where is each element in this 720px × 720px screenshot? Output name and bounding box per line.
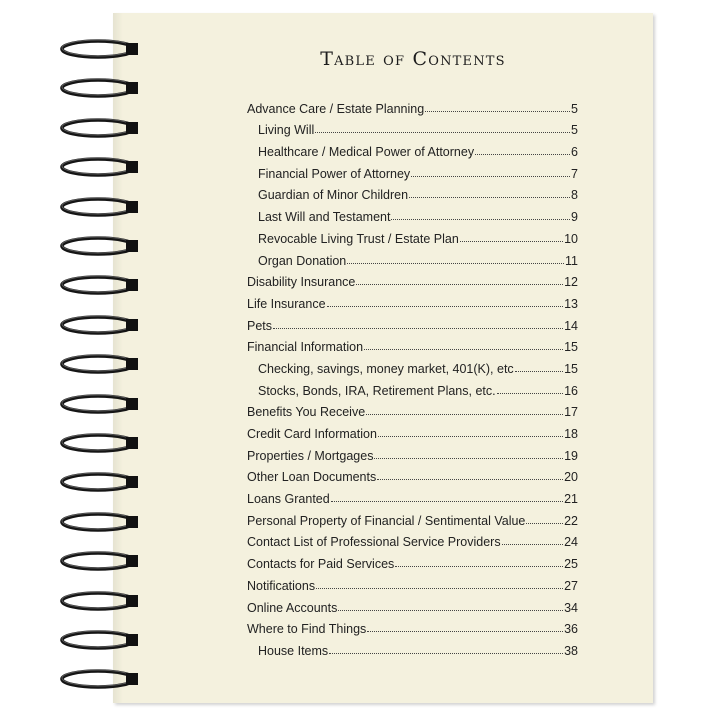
toc-entry (247, 268, 578, 290)
spiral-coil (58, 629, 140, 651)
spiral-coil (58, 471, 140, 493)
toc-entry (247, 246, 578, 268)
toc-entry-label: Healthcare / Medical Power of Attorney (258, 145, 475, 160)
toc-leader-dots (475, 154, 570, 155)
toc-leader-dots (327, 306, 564, 307)
toc-entry-label: Credit Card Information (247, 427, 377, 441)
spiral-coil (58, 38, 140, 60)
toc-entry-label: Financial Information (247, 340, 364, 355)
toc-page-number: 6 (571, 145, 578, 160)
spiral-coil (58, 117, 140, 139)
spiral-coil (58, 550, 140, 572)
toc-leader-dots (395, 566, 563, 567)
toc-entry-label: Other Loan Documents (247, 470, 377, 485)
toc-leader-dots (367, 631, 563, 632)
toc-leader-dots (425, 111, 570, 112)
toc-leader-dots (460, 241, 563, 242)
toc-page-number: 34 (564, 600, 578, 615)
toc-page-number: 24 (564, 535, 578, 550)
toc-entry-label: Contact List of Professional Service Providers (247, 535, 501, 550)
toc-leader-dots (502, 544, 564, 545)
toc-page-number: 25 (564, 557, 578, 572)
toc-leader-dots (316, 588, 563, 589)
toc-leader-dots (515, 371, 563, 372)
toc-leader-dots (374, 458, 563, 459)
spiral-coil (58, 156, 140, 178)
toc-page-number: 13 (564, 296, 578, 311)
toc-leader-dots (338, 610, 563, 611)
toc-entry-label: Organ Donation (258, 253, 347, 268)
toc-leader-dots (315, 132, 570, 133)
toc-leader-dots (356, 284, 563, 285)
toc-leader-dots (329, 653, 563, 654)
toc-leader-dots (411, 176, 570, 177)
toc-entry-label: Disability Insurance (247, 275, 356, 290)
toc-entry-label: House Items (258, 643, 329, 658)
toc-page-number: 7 (571, 166, 578, 181)
spiral-coil (58, 274, 140, 296)
toc-page-number: 36 (564, 622, 578, 637)
toc-page-number: 10 (564, 231, 578, 246)
toc-entry (247, 376, 578, 398)
toc-entry (247, 636, 578, 658)
spiral-coil (58, 668, 140, 690)
spiral-coil (58, 511, 140, 533)
toc-entry (247, 528, 578, 550)
toc-entry-label: Life Insurance (247, 296, 326, 311)
toc-entry (247, 116, 578, 138)
spiral-coil (58, 77, 140, 99)
toc-entry-label: Last Will and Testament (258, 210, 391, 225)
page-title: Table of Contents (320, 48, 506, 70)
toc-entry (247, 593, 578, 615)
toc-entry-label: Living Will (258, 123, 315, 138)
toc-entry (247, 571, 578, 593)
toc-entry (247, 137, 578, 159)
spiral-coil (58, 393, 140, 415)
toc-page-number: 17 (564, 405, 578, 420)
toc-page-number: 15 (564, 361, 578, 376)
toc-entry-label: Notifications (247, 578, 316, 593)
toc-page-number: 5 (571, 101, 578, 116)
toc-page-number: 20 (564, 470, 578, 485)
table-of-contents (247, 94, 578, 658)
toc-leader-dots (366, 414, 563, 415)
toc-page-number: 21 (564, 492, 578, 507)
toc-page-number: 14 (564, 318, 578, 333)
toc-entry (247, 94, 578, 116)
toc-entry (247, 311, 578, 333)
toc-entry-label: Where to Find Things (247, 622, 367, 637)
spiral-coil (58, 590, 140, 612)
toc-entry-label: Checking, savings, money market, 401(K), etc (258, 361, 514, 376)
toc-entry-label: Stocks, Bonds, IRA, Retirement Plans, etc. (258, 383, 496, 398)
toc-page-number: 8 (571, 188, 578, 203)
toc-leader-dots (526, 523, 563, 524)
toc-page-number: 22 (564, 513, 578, 528)
spiral-coil (58, 196, 140, 218)
toc-entry-label: Revocable Living Trust / Estate Plan (258, 231, 459, 246)
toc-entry (247, 181, 578, 203)
toc-leader-dots (364, 349, 563, 350)
toc-leader-dots (391, 219, 570, 220)
toc-leader-dots (331, 501, 563, 502)
toc-page-number: 38 (564, 643, 578, 658)
toc-page-number: 12 (564, 275, 578, 290)
toc-entry-label: Loans Granted (247, 492, 330, 507)
toc-leader-dots (497, 393, 563, 394)
toc-page-number: 9 (571, 210, 578, 225)
toc-page-number: 5 (571, 123, 578, 138)
toc-leader-dots (378, 436, 563, 437)
toc-entry (247, 506, 578, 528)
toc-entry-label: Financial Power of Attorney (258, 166, 411, 181)
toc-entry (247, 224, 578, 246)
toc-page-number: 11 (565, 253, 578, 268)
toc-entry-label: Benefits You Receive (247, 405, 366, 420)
toc-page-number: 27 (564, 578, 578, 593)
toc-leader-dots (409, 197, 570, 198)
toc-entry (247, 398, 578, 420)
toc-entry-label: Contacts for Paid Services (247, 557, 395, 572)
spiral-coil (58, 432, 140, 454)
spiral-coil (58, 314, 140, 336)
toc-leader-dots (377, 479, 563, 480)
toc-page-number: 18 (564, 427, 578, 441)
toc-entry-label: Online Accounts (247, 600, 338, 615)
toc-entry-label: Guardian of Minor Children (258, 188, 409, 203)
toc-entry-label: Pets (247, 318, 273, 333)
toc-entry (247, 159, 578, 181)
toc-entry (247, 333, 578, 355)
toc-page-number: 15 (564, 340, 578, 355)
toc-entry (247, 615, 578, 637)
toc-entry (247, 549, 578, 571)
toc-entry (247, 202, 578, 224)
toc-page-number: 19 (564, 448, 578, 463)
spiral-coil (58, 235, 140, 257)
spiral-coil (58, 353, 140, 375)
toc-entry-label: Properties / Mortgages (247, 448, 374, 463)
toc-entry (247, 354, 578, 376)
toc-leader-dots (273, 328, 563, 329)
toc-page-number: 16 (564, 383, 578, 398)
toc-entry (247, 419, 578, 441)
toc-entry-label: Advance Care / Estate Planning (247, 101, 425, 116)
toc-entry-label: Personal Property of Financial / Sentimental Value (247, 513, 526, 528)
toc-entry (247, 484, 578, 506)
toc-entry (247, 463, 578, 485)
toc-entry (247, 289, 578, 311)
toc-leader-dots (347, 263, 564, 264)
toc-entry (247, 441, 578, 463)
